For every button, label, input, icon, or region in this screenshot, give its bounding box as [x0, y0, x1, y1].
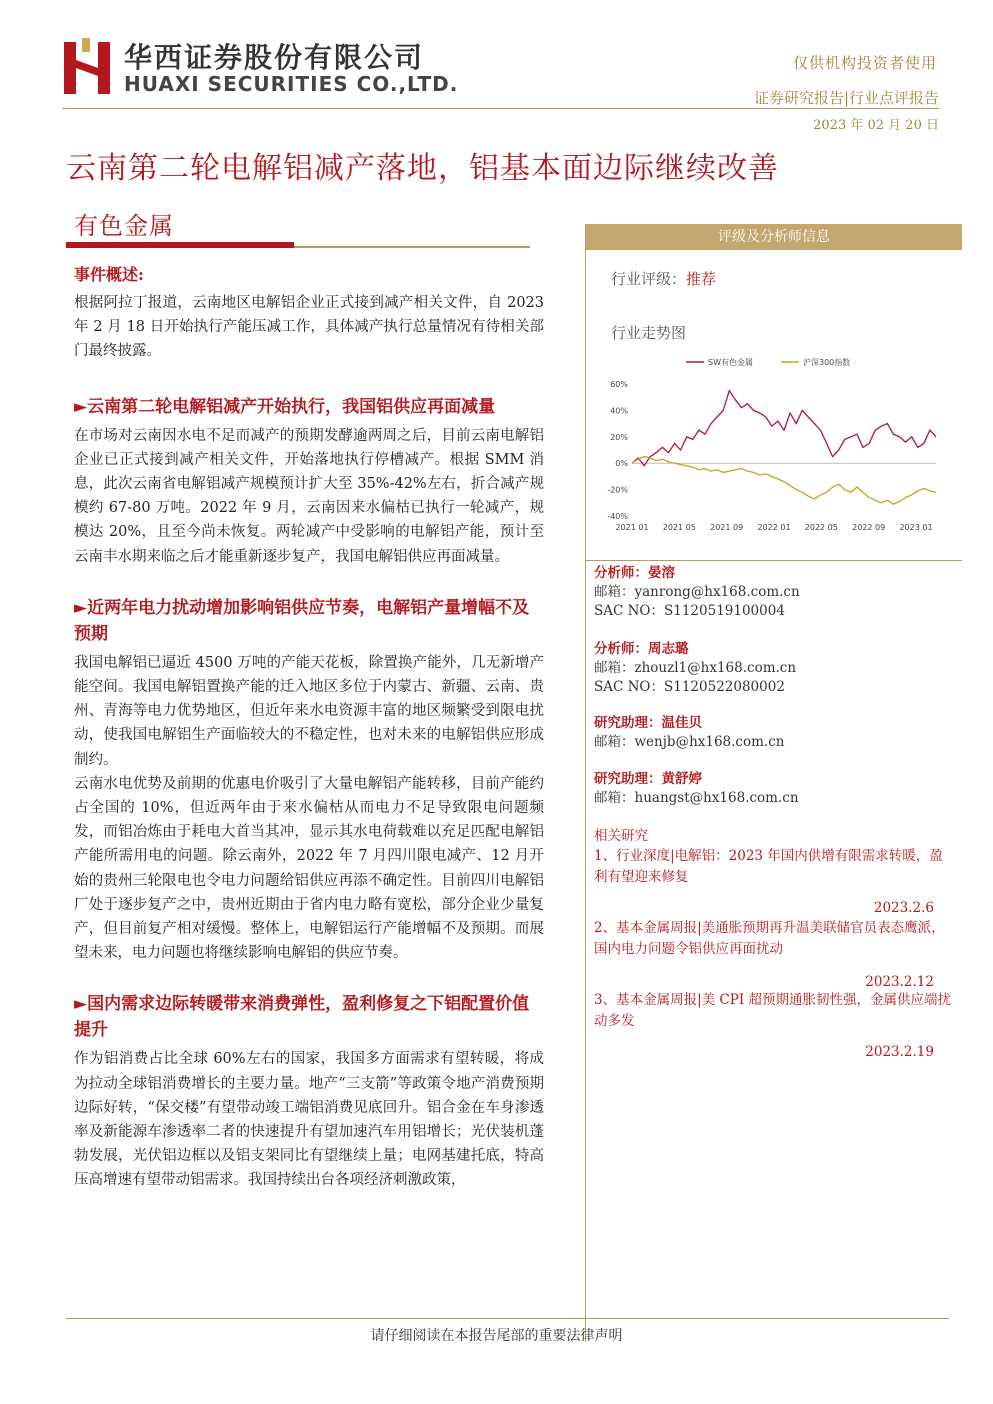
info-box-title: 评级及分析师信息 [586, 224, 962, 250]
analyst-email: 邮箱：yanrong@hx168.com.cn [594, 584, 800, 600]
analyst-name: 分析师：周志璐 [594, 641, 689, 657]
header-divider [62, 108, 939, 109]
analyst-sac: SAC NO：S1120519100004 [594, 603, 785, 619]
section-heading: ►云南第二轮电解铝减产开始执行，我国铝供应再面减量 [74, 396, 496, 417]
trend-chart-svg [596, 356, 946, 536]
rating-value: 推荐 [686, 270, 717, 288]
assistant-email: 邮箱：wenjb@hx168.com.cn [594, 734, 785, 750]
analyst-block [594, 564, 954, 621]
x-tick-label: 2023 01 [899, 523, 933, 532]
x-tick-label: 2022 01 [757, 523, 791, 532]
chart-divider [586, 560, 962, 561]
company-name-cn: 华西证券股份有限公司 [124, 41, 425, 74]
sector-label: 有色金属 [74, 212, 174, 240]
summary-heading: 事件概述: [74, 265, 144, 284]
report-title: 云南第二轮电解铝减产落地，铝基本面边际继续改善 [66, 151, 779, 186]
main-content [74, 262, 544, 1193]
related-report-date: 2023.2.19 [865, 1044, 934, 1060]
assistant-block [594, 714, 954, 752]
footer-divider [66, 1318, 949, 1319]
y-tick-label: -40% [607, 512, 628, 521]
company-logo [62, 38, 112, 96]
series-line [632, 391, 936, 466]
analyst-sac: SAC NO：S1120522080002 [594, 679, 785, 695]
sector-underline-red [66, 242, 294, 248]
y-tick-label: 60% [610, 380, 628, 389]
related-report-link[interactable]: 2、基本金属周报|美通胀预期再升温美联储官员表态鹰派，国内电力问题令铝供应再面扰动 [594, 920, 945, 957]
analyst-name: 分析师：晏溶 [594, 565, 675, 581]
legend-label: 沪深300指数 [803, 358, 851, 367]
related-report-date: 2023.2.12 [865, 974, 934, 990]
x-tick-label: 2021 01 [615, 523, 649, 532]
trend-chart-title: 行业走势图 [611, 324, 687, 342]
y-tick-label: 20% [610, 432, 628, 442]
legend-label: SW有色金属 [708, 358, 753, 367]
section-heading: ►国内需求边际转暖带来消费弹性，盈利修复之下铝配置价值提升 [74, 994, 530, 1041]
related-report-link[interactable]: 3、基本金属周报|美 CPI 超预期通胀韧性强，金属供应端扰动多发 [594, 992, 951, 1029]
y-tick-label: 0% [615, 459, 628, 469]
x-tick-label: 2022 05 [804, 523, 838, 532]
assistant-email: 邮箱：huangst@hx168.com.cn [594, 790, 799, 806]
section-heading: ►近两年电力扰动增加影响铝供应节奏，电解铝产量增幅不及预期 [74, 597, 530, 644]
legal-disclaimer[interactable]: 请仔细阅读在本报告尾部的重要法律声明 [370, 1328, 623, 1344]
investor-note: 仅供机构投资者使用 [792, 54, 937, 72]
related-report-link[interactable]: 1、行业深度|电解铝：2023 年国内供增有限需求转暖，盈利有望迎来修复 [594, 848, 943, 885]
trend-chart [596, 356, 946, 536]
series-line [632, 457, 936, 505]
analyst-block [594, 640, 954, 697]
y-tick-label: 40% [610, 406, 628, 416]
company-name-en: HUAXI SECURITIES CO.,LTD. [124, 72, 459, 96]
section-paragraph: 我国电解铝已逼近 4500 万吨的产能天花板，除置换产能外，几无新增产能空间。我国电解铝置换产能的迁入地区多位于内蒙古、新疆、云南、贵州、青海等电力优势地区，但近年来水电资源丰富的地区频繁受到限电扰动，使我国电解铝生产面临较大的不稳定性，也对未来的电解铝供应形成制约。 [74, 654, 544, 768]
section-paragraph: 云南水电优势及前期的优惠电价吸引了大量电解铝产能转移，目前产能约占全国的 10%，但近两年由于来水偏枯从而电力不足导致限电问题频发，而铝冶炼由于耗电大首当其冲，显示其水电荷载难以充足匹配电解铝产能所需用电的问题。除云南外，2022 年 7 月四川限电减产、12 月开始的贵州三轮限电也令电力问题给铝供应再添不确定性。目前四川电解铝厂处于逐步复产之中，贵州近期由于省内电力略有宽松，部分企业少量复产，但目前复产相对缓慢。整体上，电解铝运行产能增幅不及预期。而展望未来，电力问题也将继续影响电解铝的供应节奏。 [74, 775, 544, 962]
related-research-title: 相关研究 [594, 828, 648, 844]
report-date: 2023 年 02 月 20 日 [813, 118, 939, 133]
rating-label: 行业评级： [611, 270, 687, 288]
x-tick-label: 2021 09 [710, 523, 744, 532]
related-report-date: 2023.2.6 [873, 900, 934, 916]
analyst-email: 邮箱：zhouzl1@hx168.com.cn [594, 660, 797, 676]
assistant-name: 研究助理：温佳贝 [594, 715, 702, 731]
analyst-info-box [585, 224, 962, 1342]
report-category: 证券研究报告|行业点评报告 [753, 89, 939, 107]
assistant-block [594, 770, 954, 808]
x-tick-label: 2022 09 [852, 523, 886, 532]
section-paragraph: 作为铝消费占比全球 60%左右的国家，我国多方面需求有望转暖，将成为拉动全球铝消费增长的主要力量。地产“三支箭”等政策令地产消费预期边际好转，“保交楼”有望带动竣工端铝消费见底回升。铝合金在车身渗透率及新能源车渗透率二者的快速提升有望加速汽车用铝增长；光伏装机蓬勃发展，光伏铝边框以及铝支架同比有望继续上量；电网基建托底，特高压高增速有望带动铝需求。我国持续出台各项经济刺激政策， [74, 1051, 544, 1189]
section-paragraph: 在市场对云南因水电不足而减产的预期发酵逾两周之后，目前云南电解铝企业已正式接到减产相关文件，开始落地执行停槽减产。根据 SMM 消息，此次云南省电解铝减产规模预计扩大至 35%-42%左右，折合减产规模约 67-80 万吨。2022 年 9 月，云南因来水偏枯已执行一轮减产，规模达 20%，且至今尚未恢复。两轮减产中受影响的电解铝产能，预计至云南丰水期来临之后才能重新逐步复产，我国电解铝供应再面减量。 [74, 427, 544, 565]
industry-rating [611, 268, 716, 289]
y-tick-label: -20% [607, 485, 628, 495]
summary-text: 根据阿拉丁报道，云南地区电解铝企业正式接到减产相关文件，自 2023 年 2 月 18 日开始执行产能压减工作，具体减产执行总量情况有待相关部门最终披露。 [74, 295, 544, 360]
assistant-name: 研究助理：黄舒婷 [594, 771, 702, 787]
x-tick-label: 2021 05 [662, 523, 696, 532]
sector-underline-gold [294, 246, 530, 248]
